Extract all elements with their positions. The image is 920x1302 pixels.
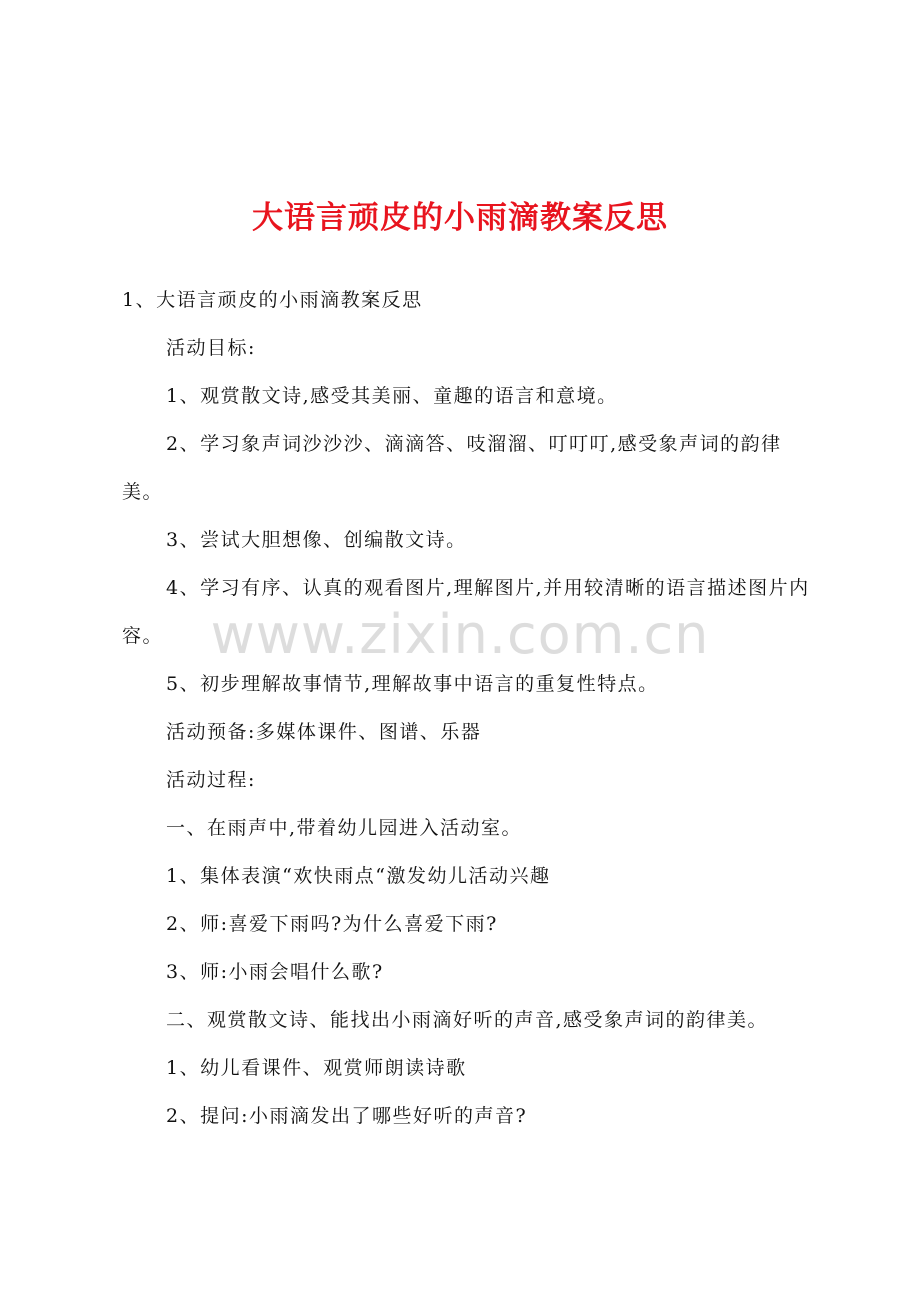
paragraph-goal-2: 2、学习象声词沙沙沙、滴滴答、吱溜溜、叮叮叮,感受象声词的韵律美。 [122, 433, 782, 503]
paragraph-goal-1: 1、观赏散文诗,感受其美丽、童趣的语言和意境。 [166, 385, 618, 407]
paragraph-process-label: 活动过程: [166, 769, 256, 791]
paragraph-step-2-2: 2、提问:小雨滴发出了哪些好听的声音? [166, 1105, 528, 1127]
document-title: 大语言顽皮的小雨滴教案反思 [252, 200, 668, 236]
paragraph-goal-3: 3、尝试大胆想像、创编散文诗。 [166, 529, 467, 551]
paragraph-goal-5: 5、初步理解故事情节,理解故事中语言的重复性特点。 [166, 673, 659, 695]
paragraph-step-1-2: 2、师:喜爱下雨吗?为什么喜爱下雨? [166, 913, 498, 935]
paragraph-step-2-1: 1、幼儿看课件、观赏师朗读诗歌 [166, 1057, 467, 1079]
paragraph-goals-label: 活动目标: [166, 337, 256, 359]
paragraph-step-1-3: 3、师:小雨会唱什么歌? [166, 961, 384, 983]
paragraph-preparation: 活动预备:多媒体课件、图谱、乐器 [166, 721, 482, 743]
watermark-text: www.zixin.com.cn [210, 603, 710, 666]
paragraph-step-2: 二、观赏散文诗、能找出小雨滴好听的声音,感受象声词的韵律美。 [166, 1009, 769, 1031]
paragraph-heading: 1、大语言顽皮的小雨滴教案反思 [122, 289, 423, 311]
document-body [122, 276, 822, 1140]
paragraph-step-1-1: 1、集体表演“欢快雨点“激发幼儿活动兴趣 [166, 865, 551, 887]
paragraph-step-1: 一、在雨声中,带着幼儿园进入活动室。 [166, 817, 523, 839]
paragraph-goal-4: 4、学习有序、认真的观看图片,理解图片,并用较清晰的语言描述图片内容。 [122, 577, 810, 647]
